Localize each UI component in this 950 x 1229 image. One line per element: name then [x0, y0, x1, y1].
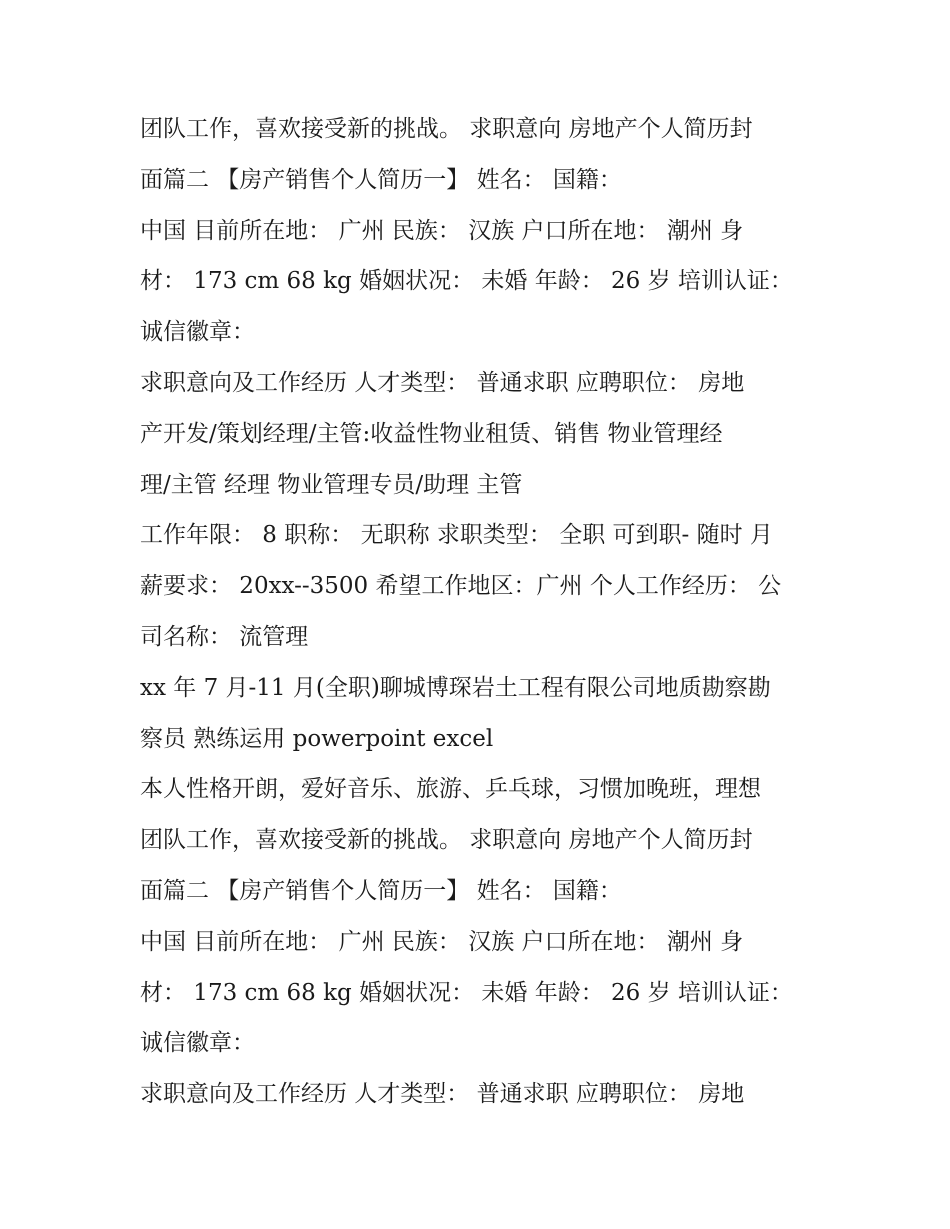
text-line: 诚信徽章：: [140, 319, 255, 346]
text-line: 理/主管 经理 物业管理专员/助理 主管: [140, 471, 523, 498]
text-line: 团队工作，喜欢接受新的挑战。 求职意向 房地产个人简历封: [140, 116, 753, 142]
text-line: 求职意向及工作经历 人才类型： 普通求职 应聘职位： 房地: [140, 1081, 745, 1108]
text-line: 面篇二 【房产销售个人简历一】 姓名： 国籍：: [140, 166, 622, 193]
text-line: 团队工作，喜欢接受新的挑战。 求职意向 房地产个人简历封: [140, 827, 753, 854]
text-line: 本人性格开朗，爱好音乐、旅游、乒乓球，习惯加晚班，理想: [140, 776, 761, 803]
text-line: 察员 熟练运用 powerpoint excel: [140, 725, 494, 752]
text-line: 工作年限： 8 职称： 无职称 求职类型： 全职 可到职- 随时 月: [140, 522, 773, 549]
text-line: 产开发/策划经理/主管:收益性物业租赁、销售 物业管理经: [140, 420, 723, 447]
text-line: 材： 173 cm 68 kg 婚姻状况： 未婚 年龄： 26 岁 培训认证：: [140, 268, 793, 295]
text-line: 诚信徽章：: [140, 1030, 255, 1057]
text-line: xx 年 7 月-11 月(全职)聊城博琛岩土工程有限公司地质勘察勘: [140, 674, 771, 701]
text-line: 材： 173 cm 68 kg 婚姻状况： 未婚 年龄： 26 岁 培训认证：: [140, 979, 793, 1006]
text-line: 求职意向及工作经历 人才类型： 普通求职 应聘职位： 房地: [140, 369, 745, 396]
text-line: 薪要求： 20xx--3500 希望工作地区：广州 个人工作经历： 公: [140, 573, 782, 600]
document-body: [140, 104, 840, 1120]
text-line: 司名称： 流管理: [140, 623, 309, 650]
text-line: 中国 目前所在地： 广州 民族： 汉族 户口所在地： 潮州 身: [140, 928, 744, 955]
text-line: 中国 目前所在地： 广州 民族： 汉族 户口所在地： 潮州 身: [140, 217, 744, 244]
text-line: 面篇二 【房产销售个人简历一】 姓名： 国籍：: [140, 877, 622, 904]
